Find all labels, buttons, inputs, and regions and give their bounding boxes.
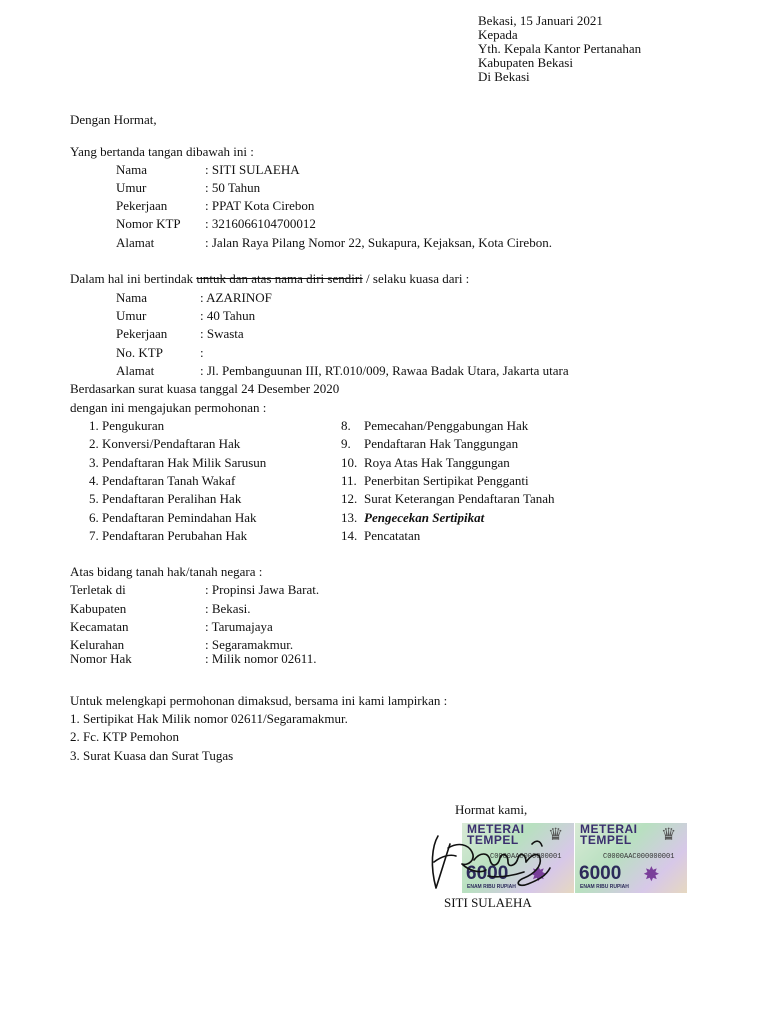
power-of-attorney: Berdasarkan surat kuasa tanggal 24 Desember 2020 bbox=[70, 381, 340, 396]
request-item: 4. Pendaftaran Tanah Wakaf bbox=[89, 473, 236, 488]
request-item: 6. Pendaftaran Pemindahan Hak bbox=[89, 510, 257, 525]
principal-label: Nama bbox=[116, 290, 148, 305]
request-item: 1. Pengukuran bbox=[89, 418, 165, 433]
request-item: 2. Konversi/Pendaftaran Hak bbox=[89, 436, 241, 451]
capacity-struck-text: untuk dan atas nama diri sendiri bbox=[196, 271, 363, 286]
principal-value: : Jl. Pembanguunan III, RT.010/009, Rawaa Badak Utara, Jakarta utara bbox=[200, 363, 569, 378]
request-item: Penerbitan Sertipikat Pengganti bbox=[364, 473, 529, 488]
signer-intro: Yang bertanda tangan dibawah ini : bbox=[70, 144, 254, 159]
land-value: : Tarumajaya bbox=[205, 619, 273, 634]
land-value: : Propinsi Jawa Barat. bbox=[205, 582, 320, 597]
applicant-label: Nomor KTP bbox=[116, 216, 181, 231]
land-label: Nomor Hak bbox=[70, 651, 132, 666]
stamp-value-text: ENAM RIBU RUPIAH bbox=[467, 884, 516, 890]
principal-label: No. KTP bbox=[116, 345, 163, 360]
applicant-label: Umur bbox=[116, 180, 147, 195]
garuda-emblem-icon: ♛ bbox=[661, 825, 677, 844]
request-number: 12. bbox=[341, 491, 358, 506]
stamp-value: 6000 bbox=[579, 863, 622, 884]
attachment-item: 3. Surat Kuasa dan Surat Tugas bbox=[70, 748, 234, 763]
letter-date: Bekasi, 15 Januari 2021 bbox=[478, 13, 603, 28]
principal-label: Umur bbox=[116, 308, 147, 323]
applicant-label: Pekerjaan bbox=[116, 198, 168, 213]
request-number: 11. bbox=[341, 473, 357, 488]
revenue-stamp bbox=[575, 823, 687, 893]
star-ornament-icon: ✸ bbox=[530, 864, 547, 886]
applicant-value: : PPAT Kota Cirebon bbox=[205, 198, 315, 213]
applicant-label: Alamat bbox=[116, 235, 155, 250]
garuda-emblem-icon: ♛ bbox=[548, 825, 564, 844]
attachment-item: 2. Fc. KTP Pemohon bbox=[70, 729, 179, 744]
request-number: 10. bbox=[341, 455, 358, 470]
recipient-to: Kepada bbox=[478, 27, 518, 42]
recipient-line-1: Yth. Kepala Kantor Pertanahan bbox=[478, 41, 642, 56]
stamp-serial: C0000AAC000000001 bbox=[603, 853, 675, 861]
land-value: : Segaramakmur. bbox=[205, 637, 294, 652]
attachment-item: 1. Sertipikat Hak Milik nomor 02611/Segaramakmur. bbox=[70, 711, 348, 726]
capacity-statement bbox=[70, 271, 469, 286]
land-value: : Milik nomor 02611. bbox=[205, 651, 317, 666]
request-number: 14. bbox=[341, 528, 358, 543]
applicant-label: Nama bbox=[116, 162, 148, 177]
request-item: 3. Pendaftaran Hak Milik Sarusun bbox=[89, 455, 267, 470]
principal-value: : 40 Tahun bbox=[200, 308, 256, 323]
applicant-value: : SITI SULAEHA bbox=[205, 162, 300, 177]
principal-label: Alamat bbox=[116, 363, 155, 378]
land-label: Kecamatan bbox=[70, 619, 129, 634]
land-label: Kabupaten bbox=[70, 601, 127, 616]
land-value: : Bekasi. bbox=[205, 601, 251, 616]
handwritten-signature bbox=[428, 823, 558, 896]
land-label: Terletak di bbox=[70, 582, 126, 597]
applicant-value: : Jalan Raya Pilang Nomor 22, Sukapura, Kejaksan, Kota Cirebon. bbox=[205, 235, 552, 250]
stamp-value: 6000 bbox=[466, 863, 509, 884]
applicant-value: : 50 Tahun bbox=[205, 180, 261, 195]
land-intro: Atas bidang tanah hak/tanah negara : bbox=[70, 564, 263, 579]
principal-label: Pekerjaan bbox=[116, 326, 168, 341]
stamp-title: METERAI TEMPEL bbox=[580, 823, 638, 847]
capacity-suffix: / selaku kuasa dari : bbox=[362, 271, 470, 286]
stamp-value-text: ENAM RIBU RUPIAH bbox=[580, 884, 629, 890]
request-item: 5. Pendaftaran Peralihan Hak bbox=[89, 491, 242, 506]
request-item: Pencatatan bbox=[364, 528, 421, 543]
applicant-value: : 3216066104700012 bbox=[205, 216, 316, 231]
signer-name: SITI SULAEHA bbox=[444, 895, 532, 910]
request-item: 7. Pendaftaran Perubahan Hak bbox=[89, 528, 248, 543]
closing: Hormat kami, bbox=[455, 802, 528, 817]
request-number: 13. bbox=[341, 510, 358, 525]
recipient-line-3: Di Bekasi bbox=[478, 69, 530, 84]
principal-value: : bbox=[200, 345, 204, 360]
star-ornament-icon: ✸ bbox=[643, 864, 660, 886]
capacity-prefix: Dalam hal ini bertindak bbox=[70, 271, 197, 286]
request-item: Roya Atas Hak Tanggungan bbox=[364, 455, 510, 470]
greeting: Dengan Hormat, bbox=[70, 112, 157, 127]
request-item: Pendaftaran Hak Tanggungan bbox=[364, 436, 519, 451]
request-item: Pemecahan/Penggabungan Hak bbox=[364, 418, 529, 433]
land-label: Kelurahan bbox=[70, 637, 125, 652]
stamp-serial: C0000AAC000000001 bbox=[490, 853, 562, 861]
request-number: 9. bbox=[341, 436, 351, 451]
request-number: 8. bbox=[341, 418, 351, 433]
attachments-intro: Untuk melengkapi permohonan dimaksud, bersama ini kami lampirkan : bbox=[70, 693, 448, 708]
request-item-selected: Pengecekan Sertipikat bbox=[364, 510, 485, 525]
principal-value: : AZARINOF bbox=[200, 290, 272, 305]
request-intro: dengan ini mengajukan permohonan : bbox=[70, 400, 267, 415]
recipient-line-2: Kabupaten Bekasi bbox=[478, 55, 573, 70]
request-item: Surat Keterangan Pendaftaran Tanah bbox=[364, 491, 555, 506]
principal-value: : Swasta bbox=[200, 326, 244, 341]
stamp-title: METERAI TEMPEL bbox=[467, 823, 525, 847]
